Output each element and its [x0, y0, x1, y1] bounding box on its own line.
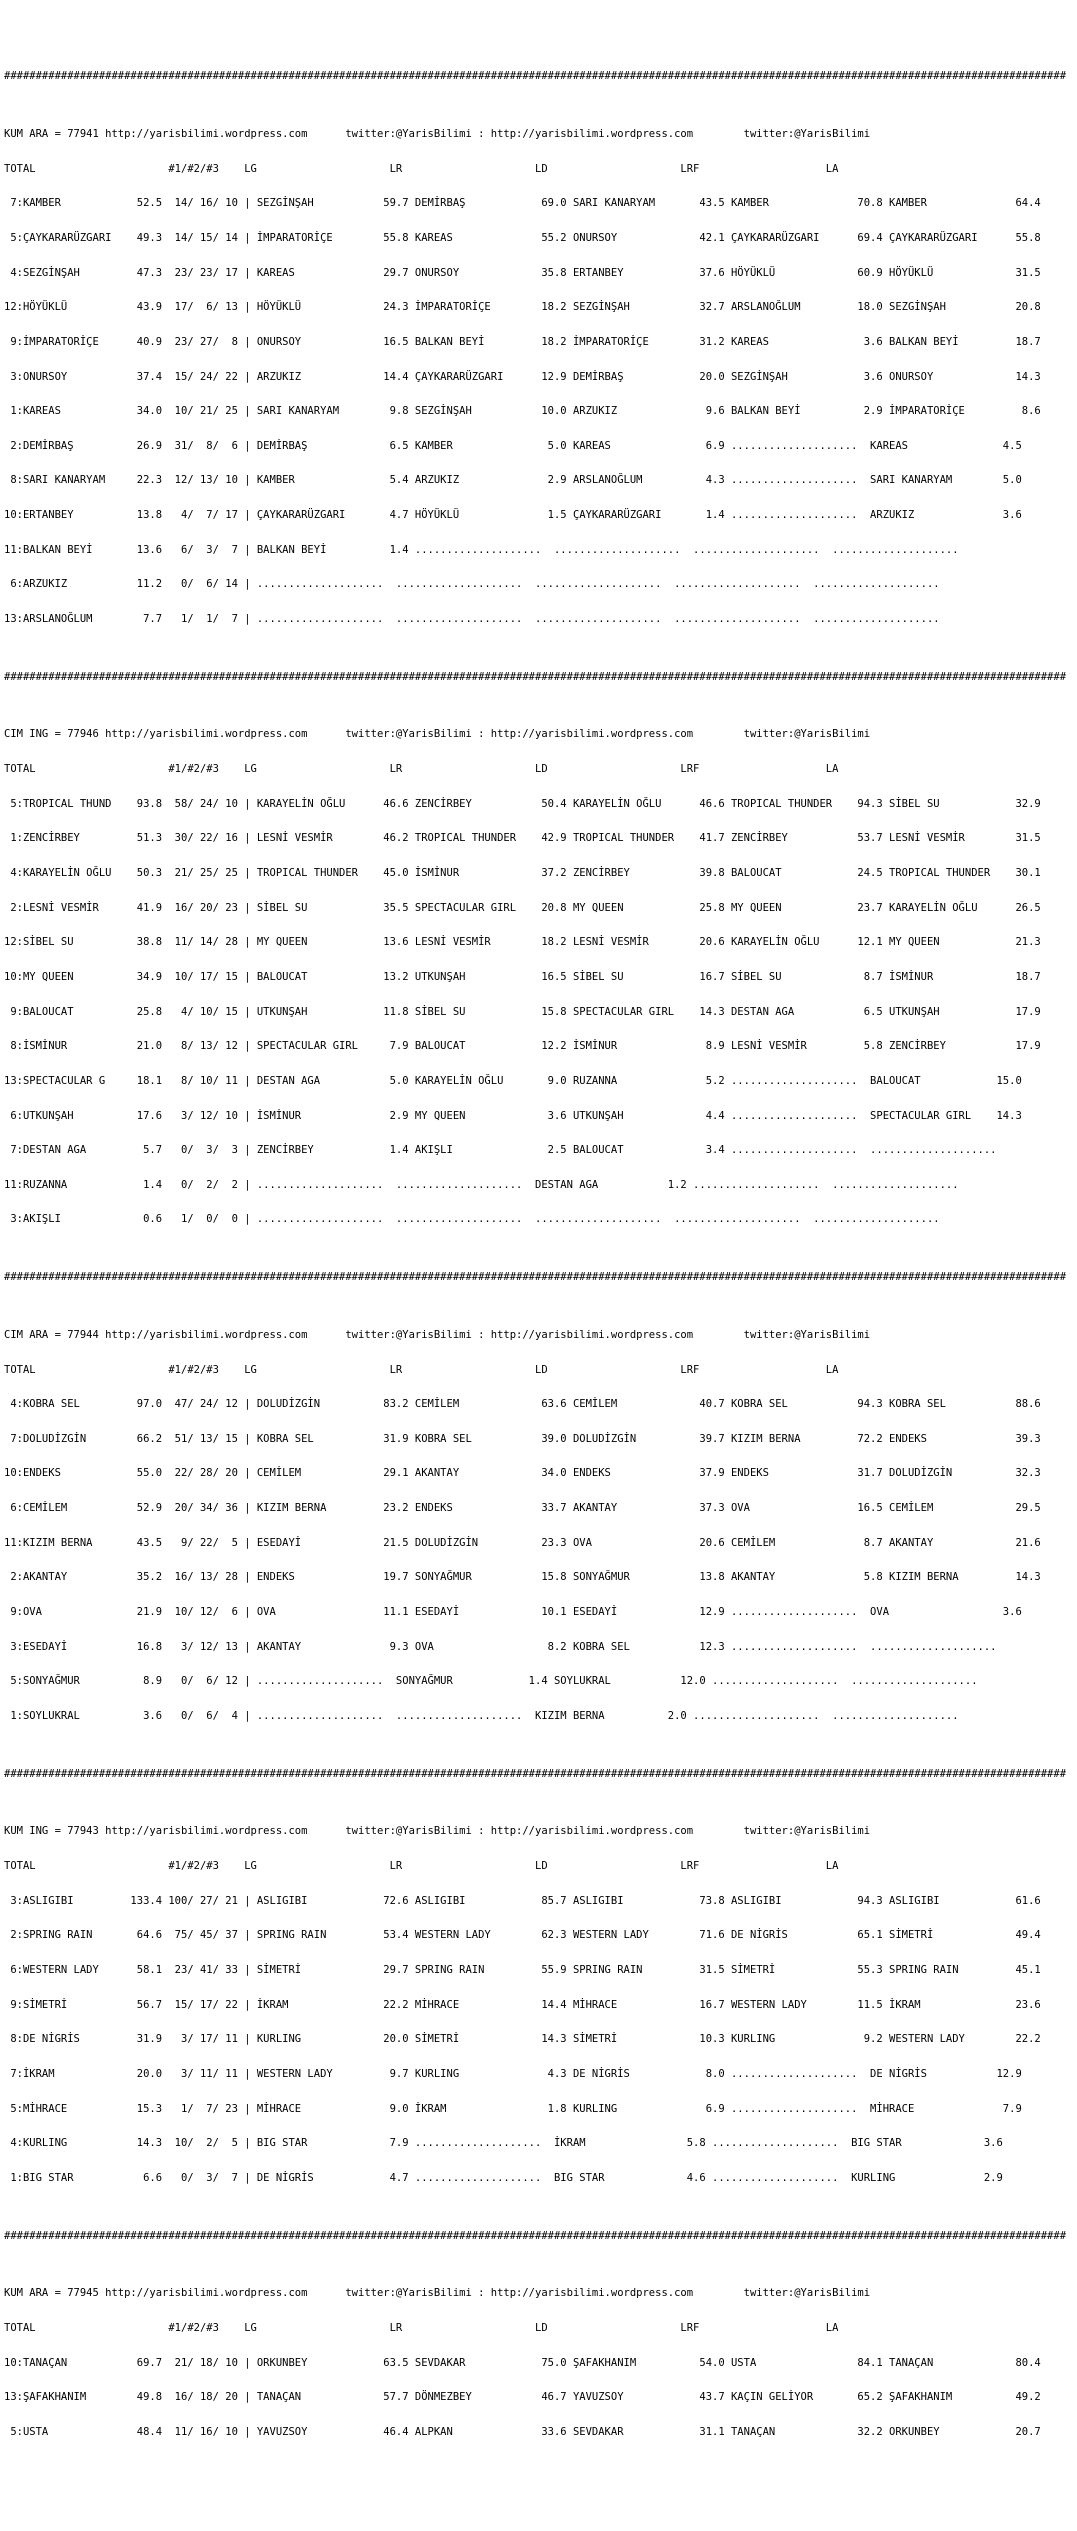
table-row: 9:İMPARATORİÇE 40.9 23/ 27/ 8 | ONURSOY 16.5 BALKAN BEYİ 18.2 İMPARATORİÇE 31.2 KAREAS 3.6 BALKAN BEYİ 18.7	[4, 335, 1041, 348]
table-row: 4:KOBRA SEL 97.0 47/ 24/ 12 | DOLUDİZGİN 83.2 CEMİLEM 63.6 CEMİLEM 40.7 KOBRA SEL 94.3 KOBRA SEL 88.6	[4, 1398, 1041, 1411]
table-row: 10:MY QUEEN 34.9 10/ 17/ 15 | BALOUCAT 13.2 UTKUNŞAH 16.5 SİBEL SU 16.7 SİBEL SU 8.7 İSMİNUR 18.7	[4, 970, 1041, 983]
table-row: 11:KIZIM BERNA 43.5 9/ 22/ 5 | ESEDAYİ 21.5 DOLUDİZGİN 23.3 OVA 20.6 CEMİLEM 8.7 AKANTAY 21.6	[4, 1536, 1041, 1549]
table-row: 3:ASLIGIBI 133.4 100/ 27/ 21 | ASLIGIBI 72.6 ASLIGIBI 85.7 ASLIGIBI 73.8 ASLIGIBI 94.3 ASLIGIBI 61.6	[4, 1894, 1041, 1907]
table-row: 11:BALKAN BEYİ 13.6 6/ 3/ 7 | BALKAN BEYİ 1.4 .................... .................... .................... ....................	[4, 543, 959, 556]
table-row: 6:WESTERN LADY 58.1 23/ 41/ 33 | SİMETRİ 29.7 SPRING RAIN 55.9 SPRING RAIN 31.5 SİMETRİ 55.3 SPRING RAIN 45.1	[4, 1963, 1041, 1976]
table-row: 4:KARAYELİN OĞLU 50.3 21/ 25/ 25 | TROPICAL THUNDER 45.0 İSMİNUR 37.2 ZENCİRBEY 39.8 BALOUCAT 24.5 TROPICAL THUNDER 30.1	[4, 867, 1041, 880]
table-row: 10:ENDEKS 55.0 22/ 28/ 20 | CEMİLEM 29.1 AKANTAY 34.0 ENDEKS 37.9 ENDEKS 31.7 DOLUDİZGİN 32.3	[4, 1467, 1041, 1480]
table-row: 6:ARZUKIZ 11.2 0/ 6/ 14 | .................... .................... .................... .................... ....................	[4, 578, 940, 591]
table-row: 7:DOLUDİZGİN 66.2 51/ 13/ 15 | KOBRA SEL 31.9 KOBRA SEL 39.0 DOLUDİZGİN 39.7 KIZIM BERNA 72.2 ENDEKS 39.3	[4, 1432, 1041, 1445]
table-row: 11:RUZANNA 1.4 0/ 2/ 2 | .................... .................... DESTAN AGA 1.2 .................... ....................	[4, 1178, 959, 1191]
table-row: 4:KURLING 14.3 10/ 2/ 5 | BIG STAR 7.9 .................... İKRAM 5.8 .................... BIG STAR 3.6	[4, 2137, 1003, 2150]
table-row: 7:İKRAM 20.0 3/ 11/ 11 | WESTERN LADY 9.7 KURLING 4.3 DE NİGRİS 8.0 .................... DE NİGRİS 12.9	[4, 2067, 1022, 2080]
report-block-2	[4, 1307, 1075, 1746]
report-block-0	[4, 106, 1075, 649]
table-row: 5:TROPICAL THUND 93.8 58/ 24/ 10 | KARAYELİN OĞLU 46.6 ZENCİRBEY 50.4 KARAYELİN OĞLU 46.6 TROPICAL THUNDER 94.3 SİBEL SU 32.9	[4, 797, 1041, 810]
table-row: 1:BIG STAR 6.6 0/ 3/ 7 | DE NİGRİS 4.7 .................... BIG STAR 4.6 .................... KURLING 2.9	[4, 2171, 1003, 2184]
table-row: 1:ZENCİRBEY 51.3 30/ 22/ 16 | LESNİ VESMİR 46.2 TROPICAL THUNDER 42.9 TROPICAL THUNDER 41.7 ZENCİRBEY 53.7 LESNİ VESMİR 31.5	[4, 832, 1041, 845]
table-row: 8:DE NİGRİS 31.9 3/ 17/ 11 | KURLING 20.0 SİMETRİ 14.3 SİMETRİ 10.3 KURLING 9.2 WESTERN LADY 22.2	[4, 2033, 1041, 2046]
table-row: 4:SEZGİNŞAH 47.3 23/ 23/ 17 | KAREAS 29.7 ONURSOY 35.8 ERTANBEY 37.6 HÖYÜKLÜ 60.9 HÖYÜKLÜ 31.5	[4, 266, 1041, 279]
table-row: 10:TANAÇAN 69.7 21/ 18/ 10 | ORKUNBEY 63.5 SEVDAKAR 75.0 ŞAFAKHANIM 54.0 USTA 84.1 TANAÇAN 80.4	[4, 2356, 1041, 2369]
column-header: TOTAL #1/#2/#3 LG LR LD LRF LA	[4, 2321, 839, 2334]
block-header: KUM ING = 77943 http://yarisbilimi.wordpress.com twitter:@YarisBilimi : http://yarisbilimi.wordpress.com twitter:@YarisBilimi	[4, 1825, 871, 1838]
column-header: TOTAL #1/#2/#3 LG LR LD LRF LA	[4, 1860, 839, 1873]
table-row: 3:AKIŞLI 0.6 1/ 0/ 0 | .................... .................... .................... .................... ....................	[4, 1213, 940, 1226]
report-block-3	[4, 1803, 1075, 2207]
table-row: 1:KAREAS 34.0 10/ 21/ 25 | SARI KANARYAM 9.8 SEZGİNŞAH 10.0 ARZUKIZ 9.6 BALKAN BEYİ 2.9 İMPARATORİÇE 8.6	[4, 405, 1041, 418]
table-row: 13:ŞAFAKHANIM 49.8 16/ 18/ 20 | TANAÇAN 57.7 DÖNMEZBEY 46.7 YAVUZSOY 43.7 KAÇIN GELİYOR 65.2 ŞAFAKHANIM 49.2	[4, 2391, 1041, 2404]
table-row: 8:İSMİNUR 21.0 8/ 13/ 12 | SPECTACULAR GIRL 7.9 BALOUCAT 12.2 İSMİNUR 8.9 LESNİ VESMİR 5.8 ZENCİRBEY 17.9	[4, 1040, 1041, 1053]
table-row: 5:ÇAYKARARÜZGARI 49.3 14/ 15/ 14 | İMPARATORİÇE 55.8 KAREAS 55.2 ONURSOY 42.1 ÇAYKARARÜZGARI 69.4 ÇAYKARARÜZGARI 55.8	[4, 231, 1041, 244]
table-row: 12:HÖYÜKLÜ 43.9 17/ 6/ 13 | HÖYÜKLÜ 24.3 İMPARATORİÇE 18.2 SEZGİNŞAH 32.7 ARSLANOĞLUM 18.0 SEZGİNŞAH 20.8	[4, 301, 1041, 314]
table-row: 2:DEMİRBAŞ 26.9 31/ 8/ 6 | DEMİRBAŞ 6.5 KAMBER 5.0 KAREAS 6.9 .................... KAREAS 4.5	[4, 439, 1022, 452]
table-row: 9:OVA 21.9 10/ 12/ 6 | OVA 11.1 ESEDAYİ 10.1 ESEDAYİ 12.9 .................... OVA 3.6	[4, 1606, 1022, 1619]
table-row: 13:ARSLANOĞLUM 7.7 1/ 1/ 7 | .................... .................... .................... .................... ....................	[4, 612, 940, 625]
column-header: TOTAL #1/#2/#3 LG LR LD LRF LA	[4, 763, 839, 776]
table-row: 3:ONURSOY 37.4 15/ 24/ 22 | ARZUKIZ 14.4 ÇAYKARARÜZGARI 12.9 DEMİRBAŞ 20.0 SEZGİNŞAH 3.6 ONURSOY 14.3	[4, 370, 1041, 383]
table-row: 9:SİMETRİ 56.7 15/ 17/ 22 | İKRAM 22.2 MİHRACE 14.4 MİHRACE 16.7 WESTERN LADY 11.5 İKRAM 23.6	[4, 1998, 1041, 2011]
table-row: 7:KAMBER 52.5 14/ 16/ 10 | SEZGİNŞAH 59.7 DEMİRBAŞ 69.0 SARI KANARYAM 43.5 KAMBER 70.8 KAMBER 64.4	[4, 197, 1041, 210]
table-row: 2:AKANTAY 35.2 16/ 13/ 28 | ENDEKS 19.7 SONYAĞMUR 15.8 SONYAĞMUR 13.8 AKANTAY 5.8 KIZIM BERNA 14.3	[4, 1571, 1041, 1584]
block-header: CIM ING = 77946 http://yarisbilimi.wordpress.com twitter:@YarisBilimi : http://yarisbilimi.wordpress.com twitter:@YarisBilimi	[4, 728, 871, 741]
separator: ########################################################################################################################################################################	[4, 1271, 1067, 1284]
separator: ########################################################################################################################################################################	[4, 1767, 1067, 1780]
report-block-4	[4, 2265, 1075, 2461]
separator-top: ########################################################################################################################################################################	[4, 70, 1067, 83]
table-row: 5:SONYAĞMUR 8.9 0/ 6/ 12 | .................... SONYAĞMUR 1.4 SOYLUKRAL 12.0 .................... ....................	[4, 1675, 978, 1688]
block-header: KUM ARA = 77941 http://yarisbilimi.wordpress.com twitter:@YarisBilimi : http://yarisbilimi.wordpress.com twitter:@YarisBilimi	[4, 128, 871, 141]
table-row: 13:SPECTACULAR G 18.1 8/ 10/ 11 | DESTAN AGA 5.0 KARAYELİN OĞLU 9.0 RUZANNA 5.2 .................... BALOUCAT 15.0	[4, 1074, 1022, 1087]
table-row: 12:SİBEL SU 38.8 11/ 14/ 28 | MY QUEEN 13.6 LESNİ VESMİR 18.2 LESNİ VESMİR 20.6 KARAYELİN OĞLU 12.1 MY QUEEN 21.3	[4, 936, 1041, 949]
table-row: 6:UTKUNŞAH 17.6 3/ 12/ 10 | İSMİNUR 2.9 MY QUEEN 3.6 UTKUNŞAH 4.4 .................... SPECTACULAR GIRL 14.3	[4, 1109, 1022, 1122]
table-row: 7:DESTAN AGA 5.7 0/ 3/ 3 | ZENCİRBEY 1.4 AKIŞLI 2.5 BALOUCAT 3.4 .................... ....................	[4, 1144, 997, 1157]
separator: ########################################################################################################################################################################	[4, 670, 1067, 683]
block-header: KUM ARA = 77945 http://yarisbilimi.wordpress.com twitter:@YarisBilimi : http://yarisbilimi.wordpress.com twitter:@YarisBilimi	[4, 2287, 871, 2300]
table-row: 5:MİHRACE 15.3 1/ 7/ 23 | MİHRACE 9.0 İKRAM 1.8 KURLING 6.9 .................... MİHRACE 7.9	[4, 2102, 1022, 2115]
table-row: 9:BALOUCAT 25.8 4/ 10/ 15 | UTKUNŞAH 11.8 SİBEL SU 15.8 SPECTACULAR GIRL 14.3 DESTAN AGA 6.5 UTKUNŞAH 17.9	[4, 1005, 1041, 1018]
table-row: 5:USTA 48.4 11/ 16/ 10 | YAVUZSOY 46.4 ALPKAN 33.6 SEVDAKAR 31.1 TANAÇAN 32.2 ORKUNBEY 20.7	[4, 2425, 1041, 2438]
table-row: 2:LESNİ VESMİR 41.9 16/ 20/ 23 | SİBEL SU 35.5 SPECTACULAR GIRL 20.8 MY QUEEN 25.8 MY QUEEN 23.7 KARAYELİN OĞLU 26.5	[4, 901, 1041, 914]
table-row: 3:ESEDAYİ 16.8 3/ 12/ 13 | AKANTAY 9.3 OVA 8.2 KOBRA SEL 12.3 .................... ....................	[4, 1640, 997, 1653]
column-header: TOTAL #1/#2/#3 LG LR LD LRF LA	[4, 1363, 839, 1376]
separator: ########################################################################################################################################################################	[4, 2229, 1067, 2242]
report-block-1	[4, 706, 1075, 1249]
report-page	[0, 46, 1077, 2473]
table-row: 8:SARI KANARYAM 22.3 12/ 13/ 10 | KAMBER 5.4 ARZUKIZ 2.9 ARSLANOĞLUM 4.3 .................... SARI KANARYAM 5.0	[4, 474, 1022, 487]
column-header: TOTAL #1/#2/#3 LG LR LD LRF LA	[4, 162, 839, 175]
table-row: 10:ERTANBEY 13.8 4/ 7/ 17 | ÇAYKARARÜZGARI 4.7 HÖYÜKLÜ 1.5 ÇAYKARARÜZGARI 1.4 .................... ARZUKIZ 3.6	[4, 509, 1022, 522]
table-row: 2:SPRING RAIN 64.6 75/ 45/ 37 | SPRING RAIN 53.4 WESTERN LADY 62.3 WESTERN LADY 71.6 DE NİGRİS 65.1 SİMETRİ 49.4	[4, 1929, 1041, 1942]
block-header: CIM ARA = 77944 http://yarisbilimi.wordpress.com twitter:@YarisBilimi : http://yarisbilimi.wordpress.com twitter:@YarisBilimi	[4, 1328, 871, 1341]
table-row: 6:CEMİLEM 52.9 20/ 34/ 36 | KIZIM BERNA 23.2 ENDEKS 33.7 AKANTAY 37.3 OVA 16.5 CEMİLEM 29.5	[4, 1502, 1041, 1515]
table-row: 1:SOYLUKRAL 3.6 0/ 6/ 4 | .................... .................... KIZIM BERNA 2.0 .................... ....................	[4, 1709, 959, 1722]
